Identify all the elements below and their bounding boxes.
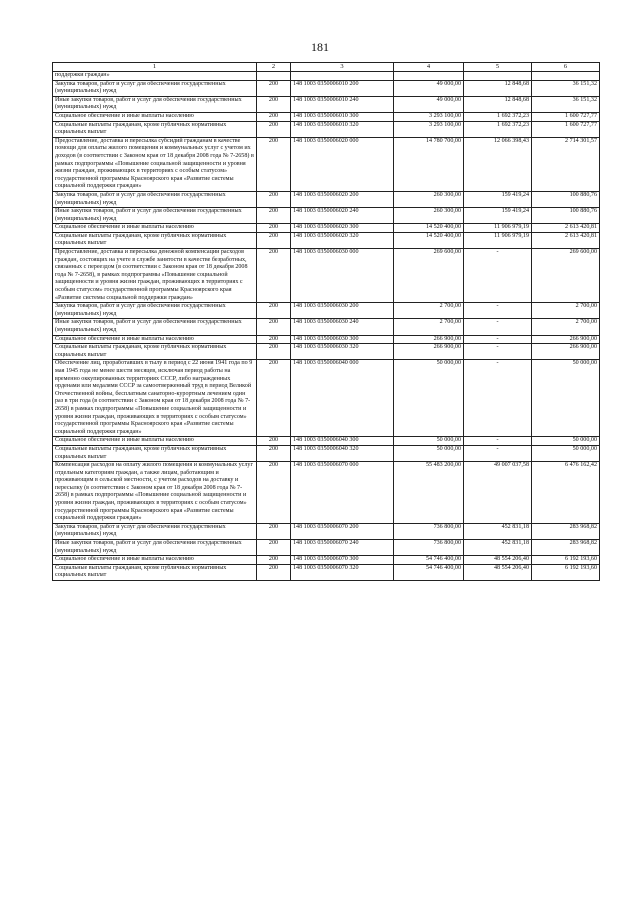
row-code-cell: 200 — [257, 303, 291, 319]
row-code-cell: 200 — [257, 360, 291, 437]
row-name-cell: Иные закупки товаров, работ и услуг для обеспечения государственных (муниципальных) нужд — [53, 208, 257, 224]
table-row — [53, 208, 600, 224]
row-name-cell: Социальные выплаты гражданам, кроме публичных нормативных социальных выплат — [53, 232, 257, 248]
row-plan-cell: 3 293 100,00 — [394, 112, 464, 121]
table-row — [53, 523, 600, 539]
row-classification-cell: 148 1003 0350006070 000 — [291, 462, 394, 524]
row-remainder-cell: 2 700,00 — [532, 303, 600, 319]
row-executed-cell: - — [464, 360, 532, 437]
row-name-cell: Социальное обеспечение и иные выплаты населению — [53, 112, 257, 121]
table-row — [53, 445, 600, 461]
table-row — [53, 249, 600, 303]
row-plan-cell: 50 000,00 — [394, 360, 464, 437]
row-name-cell: Социальные выплаты гражданам, кроме публичных нормативных социальных выплат — [53, 564, 257, 580]
row-name-cell: Социальное обеспечение и иные выплаты населению — [53, 335, 257, 344]
row-remainder-cell: 50 000,00 — [532, 437, 600, 446]
row-plan-cell — [394, 72, 464, 81]
row-classification-cell: 148 1003 0350006020 000 — [291, 137, 394, 191]
row-name-cell: Предоставление, доставка и пересылка субсидий гражданам в качестве помощи для оплаты жилого помещения и коммунальных услуг с учетом их доходов (в соответствии с Законом края от 18 декабря 2008 года № 7-2658) в рамках подпрограммы «Повышение социальной защищенности и уровня жизни граждан, проживающих в территориях с особым статусом» государственной программы Красноярского края «Развитие системы социальной поддержки граждан» — [53, 137, 257, 191]
table-row — [53, 556, 600, 565]
row-plan-cell: 736 800,00 — [394, 523, 464, 539]
row-classification-cell: 148 1003 0350006010 240 — [291, 96, 394, 112]
table-row — [53, 224, 600, 233]
row-code-cell: 200 — [257, 523, 291, 539]
row-code-cell: 200 — [257, 224, 291, 233]
row-code-cell: 200 — [257, 80, 291, 96]
row-code-cell: 200 — [257, 437, 291, 446]
row-executed-cell: 12 848,68 — [464, 80, 532, 96]
row-executed-cell: 452 831,18 — [464, 523, 532, 539]
row-name-cell: Социальное обеспечение и иные выплаты населению — [53, 556, 257, 565]
row-remainder-cell: 50 000,00 — [532, 360, 600, 437]
row-executed-cell: 48 554 206,40 — [464, 556, 532, 565]
header-cell: 4 — [394, 63, 464, 72]
row-executed-cell: 48 554 206,40 — [464, 564, 532, 580]
row-classification-cell: 148 1003 0350006040 000 — [291, 360, 394, 437]
row-remainder-cell: 283 968,82 — [532, 523, 600, 539]
header-cell: 3 — [291, 63, 394, 72]
row-plan-cell: 260 300,00 — [394, 208, 464, 224]
row-classification-cell: 148 1003 0350006070 320 — [291, 564, 394, 580]
table-row — [53, 303, 600, 319]
table-row — [53, 462, 600, 524]
row-classification-cell: 148 1003 0350006030 000 — [291, 249, 394, 303]
row-code-cell: 200 — [257, 319, 291, 335]
row-executed-cell: 11 906 979,19 — [464, 224, 532, 233]
row-name-cell: Иные закупки товаров, работ и услуг для обеспечения государственных (муниципальных) нужд — [53, 540, 257, 556]
row-classification-cell: 148 1003 0350006010 300 — [291, 112, 394, 121]
row-remainder-cell: 50 000,00 — [532, 445, 600, 461]
row-executed-cell: 11 906 979,19 — [464, 232, 532, 248]
row-executed-cell: - — [464, 344, 532, 360]
header-cell: 1 — [53, 63, 257, 72]
row-plan-cell: 50 000,00 — [394, 445, 464, 461]
row-remainder-cell: 2 613 420,81 — [532, 232, 600, 248]
row-name-cell: Социальные выплаты гражданам, кроме публичных нормативных социальных выплат — [53, 121, 257, 137]
row-remainder-cell — [532, 72, 600, 81]
row-executed-cell: - — [464, 445, 532, 461]
row-name-cell: Закупка товаров, работ и услуг для обеспечения государственных (муниципальных) нужд — [53, 191, 257, 207]
row-plan-cell: 54 746 400,00 — [394, 564, 464, 580]
row-name-cell: Иные закупки товаров, работ и услуг для обеспечения государственных (муниципальных) нужд — [53, 96, 257, 112]
row-code-cell: 200 — [257, 335, 291, 344]
row-classification-cell: 148 1003 0350006020 240 — [291, 208, 394, 224]
page-number: 181 — [311, 40, 329, 54]
row-plan-cell: 54 746 400,00 — [394, 556, 464, 565]
row-classification-cell — [291, 72, 394, 81]
row-classification-cell: 148 1003 0350006040 300 — [291, 437, 394, 446]
header-cell: 5 — [464, 63, 532, 72]
row-code-cell: 200 — [257, 121, 291, 137]
row-executed-cell: 1 692 372,23 — [464, 121, 532, 137]
row-plan-cell: 260 300,00 — [394, 191, 464, 207]
table-row — [53, 344, 600, 360]
row-executed-cell: - — [464, 303, 532, 319]
budget-table — [52, 62, 600, 581]
row-executed-cell: - — [464, 319, 532, 335]
row-remainder-cell: 6 192 193,60 — [532, 556, 600, 565]
row-remainder-cell: 6 476 162,42 — [532, 462, 600, 524]
row-name-cell: Закупка товаров, работ и услуг для обеспечения государственных (муниципальных) нужд — [53, 80, 257, 96]
row-remainder-cell: 36 151,32 — [532, 80, 600, 96]
table-row — [53, 80, 600, 96]
row-name-cell: Социальное обеспечение и иные выплаты населению — [53, 437, 257, 446]
header-cell: 2 — [257, 63, 291, 72]
row-classification-cell: 148 1003 0350006020 300 — [291, 224, 394, 233]
row-plan-cell: 266 900,00 — [394, 335, 464, 344]
row-executed-cell: 49 007 037,58 — [464, 462, 532, 524]
table-row — [53, 437, 600, 446]
table-row — [53, 360, 600, 437]
row-classification-cell: 148 1003 0350006030 240 — [291, 319, 394, 335]
row-remainder-cell: 100 880,76 — [532, 208, 600, 224]
row-code-cell — [257, 72, 291, 81]
row-code-cell: 200 — [257, 112, 291, 121]
row-executed-cell: 452 831,18 — [464, 540, 532, 556]
row-remainder-cell: 269 600,00 — [532, 249, 600, 303]
table-row — [53, 232, 600, 248]
row-remainder-cell: 2 700,00 — [532, 319, 600, 335]
row-classification-cell: 148 1003 0350006070 300 — [291, 556, 394, 565]
row-name-cell: поддержки граждан» — [53, 72, 257, 81]
row-classification-cell: 148 1003 0350006070 200 — [291, 523, 394, 539]
row-classification-cell: 148 1003 0350006020 320 — [291, 232, 394, 248]
row-executed-cell: 159 419,24 — [464, 208, 532, 224]
row-plan-cell: 269 600,00 — [394, 249, 464, 303]
row-remainder-cell: 266 900,00 — [532, 335, 600, 344]
row-remainder-cell: 36 151,32 — [532, 96, 600, 112]
row-remainder-cell: 2 714 301,57 — [532, 137, 600, 191]
table-row — [53, 540, 600, 556]
row-plan-cell: 2 700,00 — [394, 303, 464, 319]
row-executed-cell — [464, 72, 532, 81]
table-row — [53, 121, 600, 137]
table-row — [53, 319, 600, 335]
row-plan-cell: 3 293 100,00 — [394, 121, 464, 137]
row-executed-cell: 12 848,68 — [464, 96, 532, 112]
table-row — [53, 137, 600, 191]
table-header-row — [53, 63, 600, 72]
row-name-cell: Иные закупки товаров, работ и услуг для обеспечения государственных (муниципальных) нужд — [53, 319, 257, 335]
table-body — [53, 63, 600, 581]
row-plan-cell: 14 780 700,00 — [394, 137, 464, 191]
row-code-cell: 200 — [257, 249, 291, 303]
row-plan-cell: 50 000,00 — [394, 437, 464, 446]
row-name-cell: Социальные выплаты гражданам, кроме публичных нормативных социальных выплат — [53, 344, 257, 360]
row-remainder-cell: 6 192 193,60 — [532, 564, 600, 580]
row-code-cell: 200 — [257, 462, 291, 524]
row-code-cell: 200 — [257, 232, 291, 248]
row-name-cell: Обеспечение лиц, проработавших в тылу в период с 22 июня 1941 года по 9 мая 1945 года не менее шести месяцев, исключая период работы на временно оккупированных территориях СССР, либо награжденных орденами или медалями СССР за самоотверженный труд в период Великой Отечественной войны, бесплатным санаторно-курортным лечением один раз в три года (в соответствии с Законом края от 18 декабря 2008 года № 7-2658) в рамках подпрограммы «Повышение социальной защищенности и уровня жизни граждан, проживающих в территориях с особым статусом» государственной программы Красноярского края «Развитие системы социальной поддержки граждан» — [53, 360, 257, 437]
row-name-cell: Социальные выплаты гражданам, кроме публичных нормативных социальных выплат — [53, 445, 257, 461]
table-row — [53, 335, 600, 344]
row-code-cell: 200 — [257, 445, 291, 461]
table-row — [53, 72, 600, 81]
row-plan-cell: 14 520 400,00 — [394, 232, 464, 248]
row-name-cell: Закупка товаров, работ и услуг для обеспечения государственных (муниципальных) нужд — [53, 303, 257, 319]
row-executed-cell: - — [464, 249, 532, 303]
row-code-cell: 200 — [257, 208, 291, 224]
table-row — [53, 112, 600, 121]
table-row — [53, 96, 600, 112]
row-classification-cell: 148 1003 0350006030 300 — [291, 335, 394, 344]
row-plan-cell: 55 483 200,00 — [394, 462, 464, 524]
table-row — [53, 564, 600, 580]
row-remainder-cell: 1 600 727,77 — [532, 121, 600, 137]
row-code-cell: 200 — [257, 191, 291, 207]
row-plan-cell: 736 800,00 — [394, 540, 464, 556]
header-cell: 6 — [532, 63, 600, 72]
row-code-cell: 200 — [257, 344, 291, 360]
row-name-cell: Социальное обеспечение и иные выплаты населению — [53, 224, 257, 233]
row-remainder-cell: 2 613 420,81 — [532, 224, 600, 233]
row-remainder-cell: 283 968,82 — [532, 540, 600, 556]
row-classification-cell: 148 1003 0350006010 320 — [291, 121, 394, 137]
row-plan-cell: 49 000,00 — [394, 80, 464, 96]
row-code-cell: 200 — [257, 137, 291, 191]
row-plan-cell: 14 520 400,00 — [394, 224, 464, 233]
row-remainder-cell: 100 880,76 — [532, 191, 600, 207]
row-executed-cell: - — [464, 335, 532, 344]
row-code-cell: 200 — [257, 564, 291, 580]
row-classification-cell: 148 1003 0350006020 200 — [291, 191, 394, 207]
row-executed-cell: 1 692 372,23 — [464, 112, 532, 121]
row-executed-cell: - — [464, 437, 532, 446]
row-classification-cell: 148 1003 0350006040 320 — [291, 445, 394, 461]
table-row — [53, 191, 600, 207]
row-name-cell: Компенсация расходов на оплату жилого помещения и коммунальных услуг отдельным категориям граждан, а также лицам, работающим и проживающим в сельской местности, с учетом расходов на доставку и пересылку (в соответствии с Законом края от 18 декабря 2008 года № 7-2658) в рамках подпрограммы «Повышение социальной защищенности и уровня жизни граждан, проживающих в территориях с особым статусом» государственной программы Красноярского края «Развитие системы социальной поддержки граждан» — [53, 462, 257, 524]
row-executed-cell: 12 066 398,43 — [464, 137, 532, 191]
row-name-cell: Закупка товаров, работ и услуг для обеспечения государственных (муниципальных) нужд — [53, 523, 257, 539]
row-remainder-cell: 1 600 727,77 — [532, 112, 600, 121]
row-remainder-cell: 266 900,00 — [532, 344, 600, 360]
row-code-cell: 200 — [257, 540, 291, 556]
row-executed-cell: 159 419,24 — [464, 191, 532, 207]
row-plan-cell: 2 700,00 — [394, 319, 464, 335]
row-plan-cell: 49 000,00 — [394, 96, 464, 112]
row-classification-cell: 148 1003 0350006030 200 — [291, 303, 394, 319]
row-classification-cell: 148 1003 0350006010 200 — [291, 80, 394, 96]
row-code-cell: 200 — [257, 96, 291, 112]
row-name-cell: Предоставление, доставка и пересылка денежной компенсации расходов граждан, состоящих на учете в службе занятости в качестве безработных, связанных с переездом (в соответствии с Законом края от 18 декабря 2008 года № 7-2658), в рамках подпрограммы «Повышение социальной защищенности и уровня жизни граждан, проживающих в территориях с особым статусом» государственной программы Красноярского края «Развитие системы социальной поддержки граждан» — [53, 249, 257, 303]
row-plan-cell: 266 900,00 — [394, 344, 464, 360]
row-classification-cell: 148 1003 0350006030 320 — [291, 344, 394, 360]
row-classification-cell: 148 1003 0350006070 240 — [291, 540, 394, 556]
row-code-cell: 200 — [257, 556, 291, 565]
